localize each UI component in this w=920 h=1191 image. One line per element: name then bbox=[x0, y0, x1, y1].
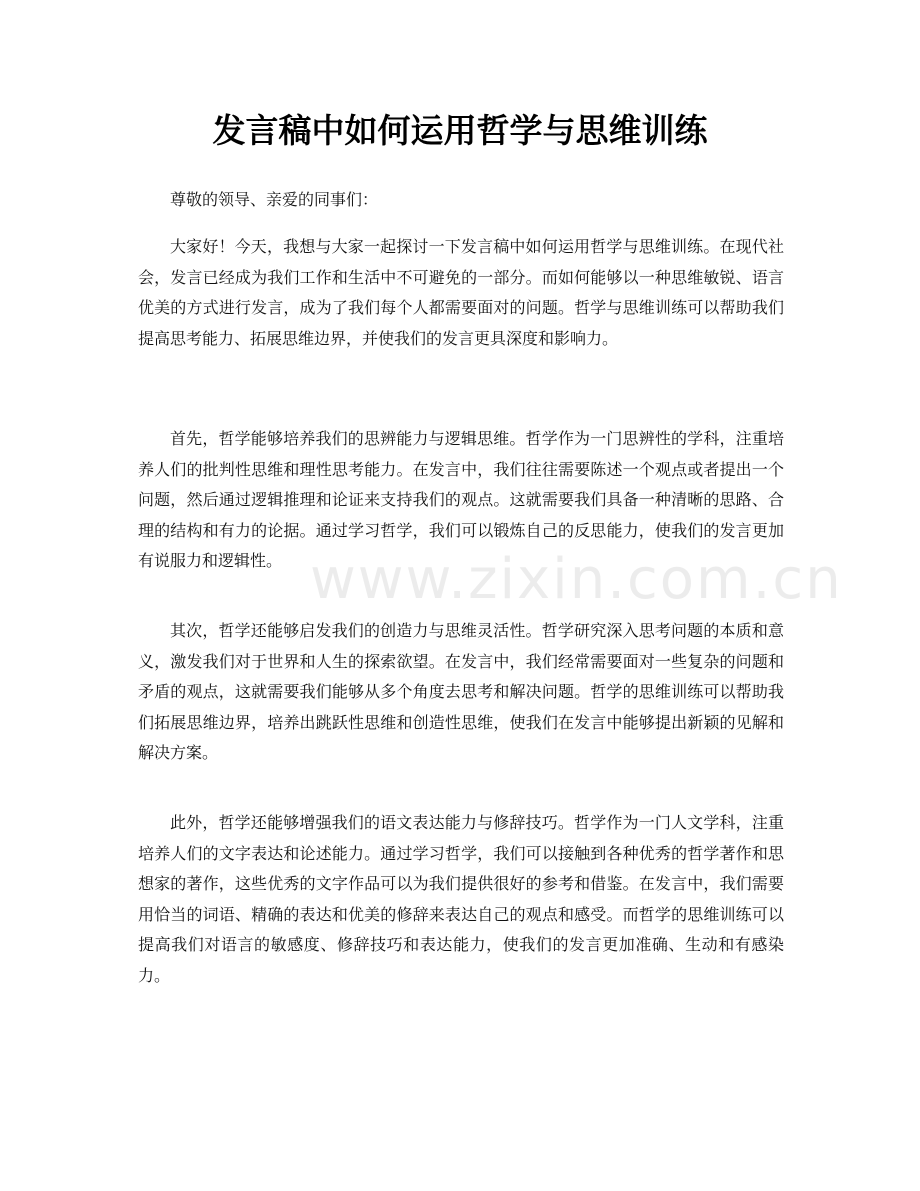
paragraph-introduction: 大家好！今天，我想与大家一起探讨一下发言稿中如何运用哲学与思维训练。在现代社会，发言已经成为我们工作和生活中不可避免的一部分。而如何能够以一种思维敏锐、语言优美的方式进行发言，成为了我们每个人都需要面对的问题。哲学与思维训练可以帮助我们提高思考能力、拓展思维边界，并使我们的发言更具深度和影响力。 bbox=[138, 237, 784, 348]
greeting-line: 尊敬的领导、亲爱的同事们： bbox=[170, 190, 379, 209]
paragraph-third-point: 此外，哲学还能够增强我们的语文表达能力与修辞技巧。哲学作为一门人文学科，注重培养人们的文字表达和论述能力。通过学习哲学，我们可以接触到各种优秀的哲学著作和思想家的著作，这些优秀的文字作品可以为我们提供很好的参考和借鉴。在发言中，我们需要用恰当的词语、精确的表达和优美的修辞来表达自己的观点和感受。而哲学的思维训练可以提高我们对语言的敏感度、修辞技巧和表达能力，使我们的发言更加准确、生动和有感染力。 bbox=[138, 813, 784, 985]
paragraph-first-point: 首先，哲学能够培养我们的思辨能力与逻辑思维。哲学作为一门思辨性的学科，注重培养人们的批判性思维和理性思考能力。在发言中，我们往往需要陈述一个观点或者提出一个问题，然后通过逻辑推理和论证来支持我们的观点。这就需要我们具备一种清晰的思路、合理的结构和有力的论据。通过学习哲学，我们可以锻炼自己的反思能力，使我们的发言更加有说服力和逻辑性。 bbox=[138, 429, 784, 571]
paragraph-second-point: 其次，哲学还能够启发我们的创造力与思维灵活性。哲学研究深入思考问题的本质和意义，激发我们对于世界和人生的探索欲望。在发言中，我们经常需要面对一些复杂的问题和矛盾的观点，这就需要我们能够从多个角度去思考和解决问题。哲学的思维训练可以帮助我们拓展思维边界，培养出跳跃性思维和创造性思维，使我们在发言中能够提出新颖的见解和解决方案。 bbox=[138, 621, 784, 763]
document-title: 发言稿中如何运用哲学与思维训练 bbox=[212, 111, 708, 150]
watermark: www.zixin.com.cn bbox=[310, 547, 843, 612]
